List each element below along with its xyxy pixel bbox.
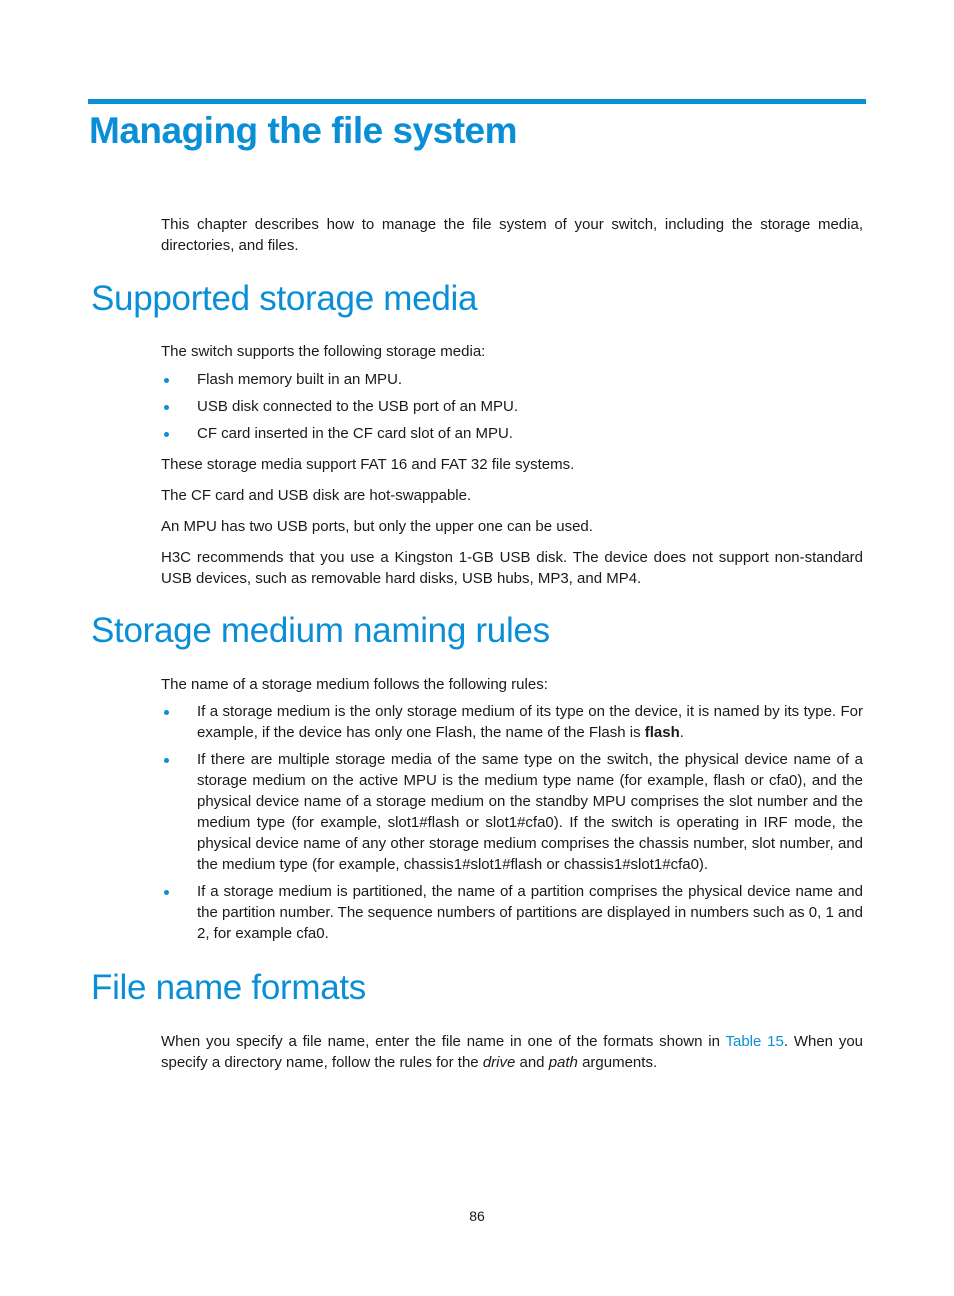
storage-media-lead: The switch supports the following storage media: (161, 343, 486, 360)
storage-media-fat-paragraph: These storage media support FAT 16 and FAT 32 file systems. (161, 456, 575, 473)
flash-name-bold: flash (644, 724, 680, 741)
chapter-top-rule (88, 99, 866, 104)
page-number: 86 (469, 1208, 485, 1224)
chapter-title: Managing the file system (89, 110, 517, 151)
text-segment: . When you specify a directory name, follow the rules for the (161, 1033, 864, 1071)
text-segment: and (515, 1054, 549, 1071)
bullet-icon (164, 758, 169, 763)
list-item-text: CF card inserted in the CF card slot of an MPU. (197, 425, 513, 442)
list-item-text: If a storage medium is the only storage medium of its type on the device, it is named by its type. For example, if the device has only one Flash, the name of the Flash is (197, 703, 863, 741)
heading-file-name-formats: File name formats (91, 968, 366, 1007)
path-argument: path (548, 1054, 578, 1071)
naming-rules-lead: The name of a storage medium follows the following rules: (161, 676, 548, 693)
storage-media-usb-ports-paragraph: An MPU has two USB ports, but only the upper one can be used. (161, 518, 593, 535)
bullet-icon (164, 890, 169, 895)
file-name-formats-paragraph (161, 1031, 863, 1073)
list-item (161, 396, 863, 417)
bullet-icon (164, 378, 169, 383)
text-segment: arguments. (577, 1054, 658, 1071)
storage-media-hotswap-paragraph: The CF card and USB disk are hot-swappable. (161, 487, 472, 504)
naming-rules-list (161, 701, 863, 944)
table-15-link[interactable]: Table 15 (725, 1033, 784, 1050)
list-item-end: . (679, 724, 684, 741)
list-item-text: If there are multiple storage media of the same type on the switch, the physical device name of a storage medium on the active MPU is the medium type name (for example, flash or cfa0), and the physical device name of a storage medium on the standby MPU comprises the slot number and the medium type (for example, slot1#flash or slot1#cfa0). If the switch is operating in IRF mode, the physical device name of any other storage medium comprises the chassis number, slot number, and the medium type (for example, chassis1#slot1#flash or chassis1#slot1#cfa0). (197, 751, 863, 873)
list-item-text: Flash memory built in an MPU. (197, 371, 403, 388)
list-item (161, 881, 863, 944)
chapter-intro: This chapter describes how to manage the file system of your switch, including the storage media, directories, and files. (161, 216, 863, 254)
storage-media-list (161, 369, 863, 444)
drive-argument: drive (482, 1054, 516, 1071)
bullet-icon (164, 432, 169, 437)
bullet-icon (164, 405, 169, 410)
bullet-icon (164, 710, 169, 715)
storage-media-recommendation-paragraph: H3C recommends that you use a Kingston 1-GB USB disk. The device does not support non-standard USB devices, such as removable hard disks, USB hubs, MP3, and MP4. (161, 549, 863, 587)
list-item-text: If a storage medium is partitioned, the name of a partition comprises the physical device name and the partition number. The sequence numbers of partitions are displayed in numbers such as 0, 1 and 2, for example cfa0. (197, 883, 863, 942)
text-segment: When you specify a file name, enter the file name in one of the formats shown in (161, 1033, 726, 1050)
heading-storage-medium-naming-rules: Storage medium naming rules (91, 611, 550, 650)
heading-supported-storage-media: Supported storage media (91, 279, 478, 318)
list-item (161, 369, 863, 390)
list-item (161, 701, 863, 743)
list-item (161, 423, 863, 444)
list-item (161, 749, 863, 875)
list-item-text: USB disk connected to the USB port of an MPU. (197, 398, 518, 415)
